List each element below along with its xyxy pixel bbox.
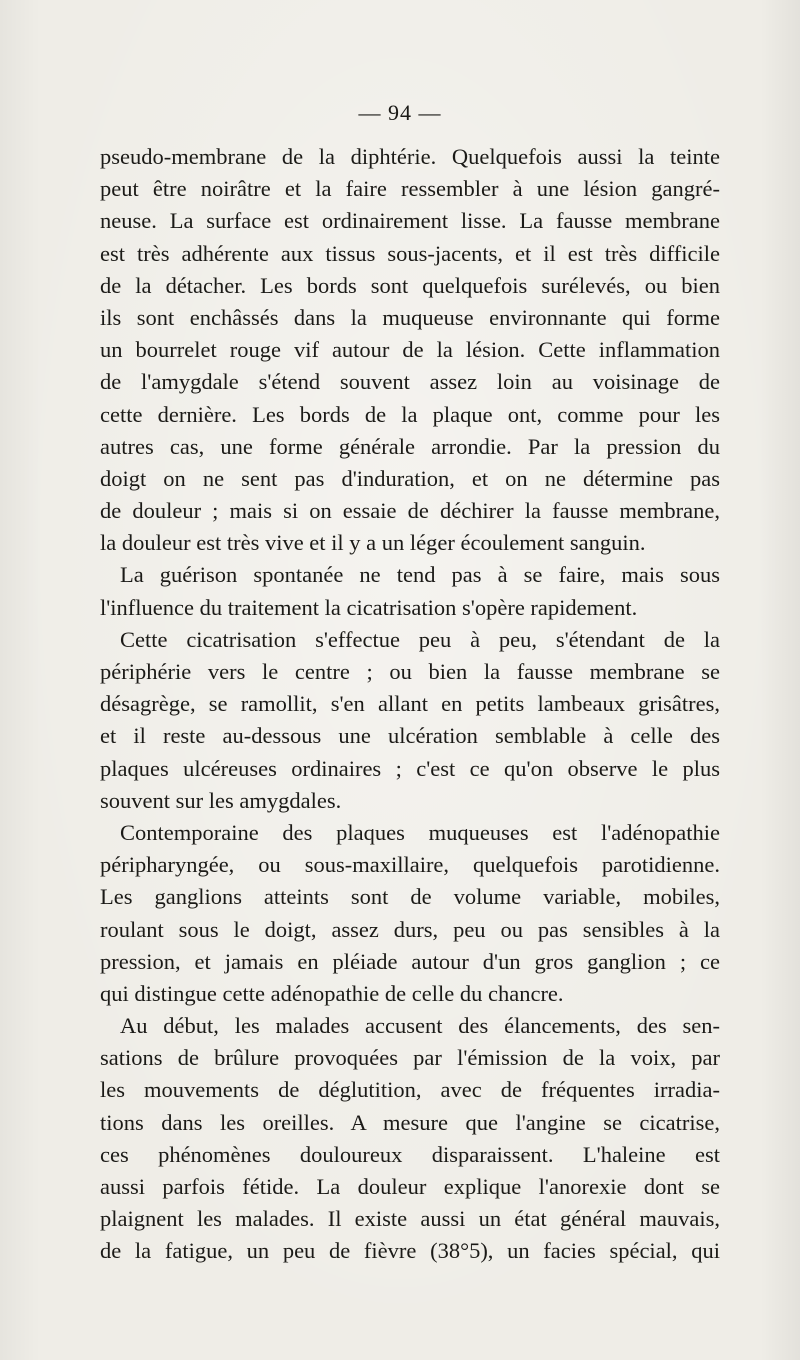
text-line: roulant sous le doigt, assez durs, peu ou pas sensibles à la (100, 916, 720, 942)
text-line: doigt on ne sent pas d'induration, et on ne détermine pas (100, 465, 720, 491)
text-line: un bourrelet rouge vif autour de la lésion. Cette inflammation (100, 337, 720, 363)
text-line: de l'amygdale s'étend souvent assez loin au voisinage de (100, 369, 720, 395)
text-line: Les ganglions atteints sont de volume variable, mobiles, (100, 884, 720, 910)
text-line: Contemporaine des plaques muqueuses est l'adénopathie (120, 819, 720, 845)
text-line: neuse. La surface est ordinairement lisse. La fausse membrane (100, 208, 720, 234)
text-line: pression, et jamais en pléiade autour d'un gros ganglion ; ce (100, 948, 720, 974)
text-line: la douleur est très vive et il y a un léger écoulement sanguin. (100, 530, 646, 556)
text-line: autres cas, une forme générale arrondie. Par la pression du (100, 433, 720, 459)
text-line: ils sont enchâssés dans la muqueuse environnante qui forme (100, 304, 720, 330)
text-line: ces phénomènes douloureux disparaissent. L'haleine est (100, 1141, 720, 1167)
text-line: est très adhérente aux tissus sous-jacents, et il est très difficile (100, 240, 720, 266)
body-text (100, 141, 720, 1268)
text-line: qui distingue cette adénopathie de celle du chancre. (100, 980, 564, 1006)
text-line: sations de brûlure provoquées par l'émission de la voix, par (100, 1045, 720, 1071)
text-line: pseudo-membrane de la diphtérie. Quelquefois aussi la teinte (100, 144, 720, 169)
text-line: désagrège, se ramollit, s'en allant en petits lambeaux grisâtres, (100, 691, 720, 717)
text-line: plaignent les malades. Il existe aussi un état général mauvais, (100, 1206, 720, 1232)
text-line: Cette cicatrisation s'effectue peu à peu, s'étendant de la (120, 626, 720, 652)
text-line: plaques ulcéreuses ordinaires ; c'est ce qu'on observe le plus (100, 755, 720, 781)
text-line: périphérie vers le centre ; ou bien la fausse membrane se (100, 659, 720, 684)
text-line: peut être noirâtre et la faire ressembler à une lésion gangré- (100, 176, 720, 202)
text-line: les mouvements de déglutition, avec de fréquentes irradia- (100, 1077, 720, 1103)
text-line: péripharyngée, ou sous-maxillaire, quelquefois parotidienne. (100, 852, 720, 878)
text-line: de la fatigue, un peu de fièvre (38°5), un facies spécial, qui (100, 1238, 720, 1264)
text-line: de la détacher. Les bords sont quelquefois surélevés, ou bien (100, 272, 720, 298)
text-line: l'influence du traitement la cicatrisation s'opère rapidement. (100, 594, 638, 620)
text-line: souvent sur les amygdales. (100, 787, 342, 813)
text-line: tions dans les oreilles. A mesure que l'angine se cicatrise, (100, 1109, 720, 1135)
text-line: Au début, les malades accusent des élancements, des sen- (120, 1013, 720, 1039)
text-line: de douleur ; mais si on essaie de déchirer la fausse membrane, (100, 498, 720, 524)
text-line: La guérison spontanée ne tend pas à se faire, mais sous (120, 562, 720, 588)
text-line: et il reste au-dessous une ulcération semblable à celle des (100, 723, 720, 749)
page-number: — 94 — (358, 100, 442, 125)
text-line: cette dernière. Les bords de la plaque ont, comme pour les (100, 401, 720, 427)
text-line: aussi parfois fétide. La douleur explique l'anorexie dont se (100, 1174, 720, 1199)
